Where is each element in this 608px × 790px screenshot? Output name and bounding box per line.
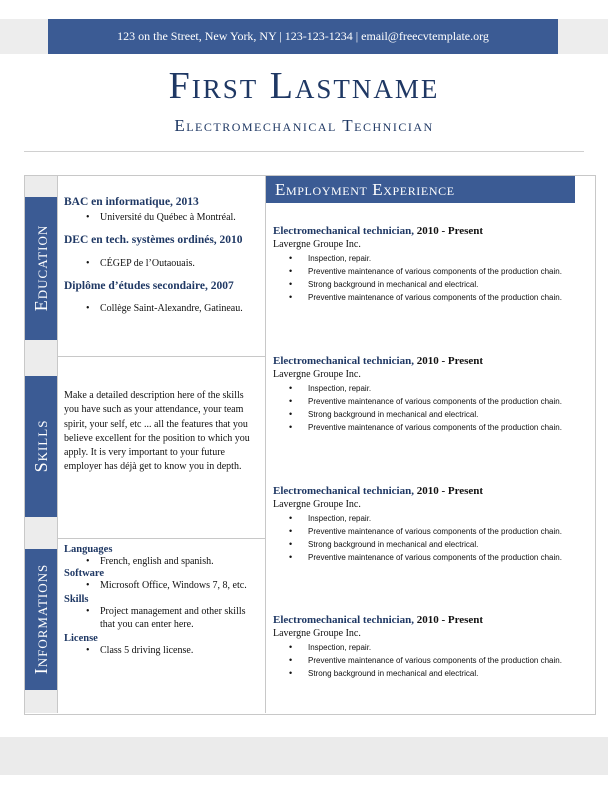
education-item bbox=[64, 234, 262, 270]
footer-band bbox=[0, 737, 608, 775]
job-bullet: • Strong background in mechanical and electrical. bbox=[273, 408, 573, 421]
job-bullet: • Preventive maintenance of various components of the production chain. bbox=[273, 654, 573, 667]
job-bullet: • Preventive maintenance of various components of the production chain. bbox=[273, 265, 573, 278]
job-company: Lavergne Groupe Inc. bbox=[273, 369, 361, 380]
job-years: 2010 - Present bbox=[416, 225, 484, 237]
job-bullet: • Inspection, repair. bbox=[273, 252, 573, 265]
software-heading: Software bbox=[64, 568, 105, 579]
header-side-block-left bbox=[0, 19, 48, 54]
job-bullet: • Inspection, repair. bbox=[273, 512, 573, 525]
header-side-block-right bbox=[558, 19, 608, 54]
software-value: • Microsoft Office, Windows 7, 8, etc. bbox=[64, 579, 250, 592]
job-entry bbox=[273, 614, 573, 680]
skills-section-bar bbox=[25, 376, 57, 517]
job-bullet: • Strong background in mechanical and electrical. bbox=[273, 538, 573, 551]
informations-section-label: Informations bbox=[31, 563, 51, 675]
skills-heading: Skills bbox=[64, 594, 89, 605]
job-bullet: • Preventive maintenance of various components of the production chain. bbox=[273, 551, 573, 564]
skills-description: Make a detailed description here of the skills you have such as your attendance, your team spirit, your self, etc ... all the features that you believe excellent for the position to which you apply. It is very important to your future employer has déjà get to know you in depth. bbox=[64, 390, 250, 473]
school-name: • Collège Saint-Alexandre, Gatineau. bbox=[64, 302, 262, 315]
column-divider-left bbox=[57, 176, 58, 713]
job-entry bbox=[273, 485, 573, 564]
skills-section-label: Skills bbox=[31, 419, 51, 473]
school-name: • CÉGEP de l’Outaouais. bbox=[64, 257, 262, 270]
job-bullet: • Preventive maintenance of various components of the production chain. bbox=[273, 291, 573, 304]
row-divider-1 bbox=[57, 356, 265, 357]
license-heading: License bbox=[64, 633, 98, 644]
job-bullet: • Inspection, repair. bbox=[273, 641, 573, 654]
license-value: • Class 5 driving license. bbox=[64, 644, 262, 657]
column-divider-right bbox=[265, 176, 266, 713]
employment-section-header: Employment Experience bbox=[266, 176, 575, 203]
job-bullet: • Preventive maintenance of various components of the production chain. bbox=[273, 525, 573, 538]
job-years: 2010 - Present bbox=[416, 614, 484, 626]
job-role: Electromechanical technician, bbox=[273, 485, 414, 497]
education-section-label: Education bbox=[31, 224, 51, 312]
degree-title: Diplôme d’études secondaire, 2007 bbox=[64, 280, 234, 292]
education-item bbox=[64, 196, 262, 224]
informations-content bbox=[64, 544, 262, 657]
contact-bar: 123 on the Street, New York, NY | 123-123-1234 | email@freecvtemplate.org bbox=[48, 19, 558, 54]
job-company: Lavergne Groupe Inc. bbox=[273, 239, 361, 250]
header-divider bbox=[24, 151, 584, 152]
job-role: Electromechanical technician, bbox=[273, 225, 414, 237]
job-years: 2010 - Present bbox=[416, 355, 484, 367]
job-role: Electromechanical technician, bbox=[273, 614, 414, 626]
candidate-name: First Lastname bbox=[168, 65, 440, 107]
degree-title: DEC en tech. systèmes ordinés, 2010 bbox=[64, 234, 243, 246]
job-title bbox=[273, 355, 573, 368]
candidate-title: Electromechanical Technician bbox=[174, 116, 434, 135]
languages-value: • French, english and spanish. bbox=[64, 555, 262, 568]
skills-value: • Project management and other skills that you can enter here. bbox=[64, 605, 250, 631]
education-item bbox=[64, 280, 262, 315]
job-bullet: • Preventive maintenance of various components of the production chain. bbox=[273, 421, 573, 434]
row-divider-2 bbox=[57, 538, 265, 539]
informations-section-bar bbox=[25, 549, 57, 690]
job-bullet: • Strong background in mechanical and electrical. bbox=[273, 278, 573, 291]
job-bullet: • Strong background in mechanical and electrical. bbox=[273, 667, 573, 680]
degree-title: BAC en informatique, 2013 bbox=[64, 196, 199, 208]
job-entry bbox=[273, 225, 573, 304]
languages-heading: Languages bbox=[64, 544, 113, 555]
school-name: • Université du Québec à Montréal. bbox=[64, 211, 262, 224]
job-entry bbox=[273, 355, 573, 434]
job-title bbox=[273, 614, 573, 627]
education-section-bar bbox=[25, 197, 57, 340]
job-company: Lavergne Groupe Inc. bbox=[273, 499, 361, 510]
job-title bbox=[273, 225, 573, 238]
job-title bbox=[273, 485, 573, 498]
job-years: 2010 - Present bbox=[416, 485, 484, 497]
job-bullet: • Inspection, repair. bbox=[273, 382, 573, 395]
job-company: Lavergne Groupe Inc. bbox=[273, 628, 361, 639]
education-content bbox=[64, 196, 262, 315]
job-role: Electromechanical technician, bbox=[273, 355, 414, 367]
job-bullet: • Preventive maintenance of various components of the production chain. bbox=[273, 395, 573, 408]
